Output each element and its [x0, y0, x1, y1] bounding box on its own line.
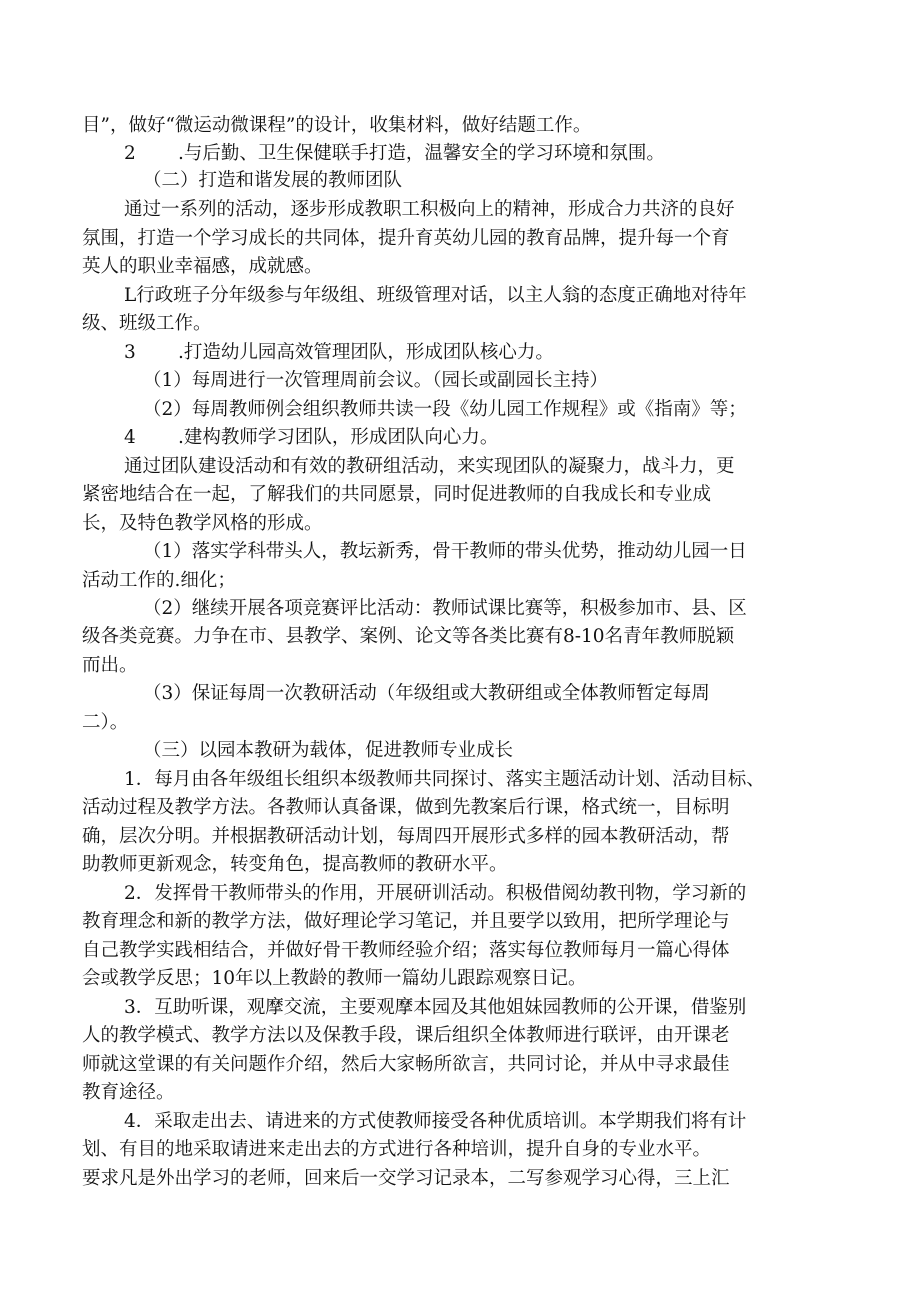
text-line: 通过团队建设活动和有效的教研组活动，来实现团队的凝聚力，战斗力，更	[124, 456, 735, 477]
text-line: （2）每周教师例会组织教师共读一段《幼儿园工作规程》或《指南》等；	[143, 399, 747, 420]
text-line: 而出。	[82, 655, 138, 676]
list-number: 4	[124, 427, 136, 448]
text-line: 3．互助听课，观摩交流，主要观摩本园及其他姐妹园教师的公开课，借鉴别	[124, 997, 747, 1018]
text-line: （1）每周进行一次管理周前会议。（园长或副园长主持）	[143, 370, 609, 391]
text-line: 活动工作的.细化；	[82, 570, 236, 591]
list-text: .建构教师学习团队，形成团队向心力。	[178, 427, 499, 448]
text-line: 氛围，打造一个学习成长的共同体，提升育英幼儿园的教育品牌，提升每一个育	[82, 228, 730, 249]
text-line: 确，层次分明。并根据教研活动计划，每周四开展形式多样的园本教研活动，帮	[82, 826, 730, 847]
text-line: 紧密地结合在一起，了解我们的共同愿景，同时促进教师的自我成长和专业成	[82, 484, 712, 505]
text-line: 英人的职业幸福感，成就感。	[82, 256, 323, 277]
text-line: 2．发挥骨干教师带头的作用，开展研训活动。积极借阅幼教刊物，学习新的	[124, 883, 747, 904]
list-number: 2	[124, 143, 136, 164]
text-line: 助教师更新观念，转变角色，提高教师的教研水平。	[82, 854, 508, 875]
text-line: 4．采取走出去、请进来的方式使教师接受各种优质培训。本学期我们将有计	[124, 1111, 747, 1132]
text-line: （1）落实学科带头人，教坛新秀，骨干教师的带头优势，推动幼儿园一日	[143, 541, 747, 562]
section-heading: （二）打造和谐发展的教师团队	[143, 170, 403, 191]
text-line: 划、有目的地采取请进来走出去的方式进行各种培训，提升自身的专业水平。	[82, 1139, 712, 1160]
text-line: 教育理念和新的教学方法，做好理论学习笔记，并且要学以致用，把所学理论与	[82, 911, 730, 932]
text-line: 师就这堂课的有关问题作介绍，然后大家畅所欲言，共同讨论，并从中寻求最佳	[82, 1054, 730, 1075]
text-line: 级、班级工作。	[82, 313, 212, 334]
section-heading: （三）以园本教研为载体，促进教师专业成长	[143, 740, 514, 761]
numbered-line	[124, 141, 665, 167]
text-line: 二）。	[82, 712, 129, 733]
text-line: 教育途径。	[82, 1082, 175, 1103]
text-line: （2）继续开展各项竞赛评比活动：教师试课比赛等，积极参加市、县、区	[143, 598, 747, 619]
text-line: （3）保证每周一次教研活动（年级组或大教研组或全体教师暂定每周	[143, 683, 710, 704]
text-line: 自己教学实践相结合，并做好骨干教师经验介绍；落实每位教师每月一篇心得体	[82, 940, 730, 961]
text-line: 要求凡是外出学习的老师，回来后一交学习记录本，二写参观学习心得，三上汇	[82, 1168, 730, 1189]
text-line: 1．每月由各年级组长组织本级教师共同探讨、落实主题活动计划、活动目标、	[124, 769, 765, 790]
list-text: .打造幼儿园高效管理团队，形成团队核心力。	[178, 342, 554, 363]
list-text: .与后勤、卫生保健联手打造，温馨安全的学习环境和氛围。	[178, 143, 665, 164]
text-line: 人的教学模式、教学方法以及保教手段，课后组织全体教师进行联评，由开课老	[82, 1025, 730, 1046]
text-line: 会或教学反思；10年以上教龄的教师一篇幼儿跟踪观察日记。	[82, 968, 587, 989]
text-line: 通过一系列的活动，逐步形成教职工积极向上的精神，形成合力共济的良好	[124, 199, 735, 220]
numbered-line	[124, 340, 554, 366]
text-line: 长，及特色教学风格的形成。	[82, 513, 323, 534]
text-line: 活动过程及教学方法。各教师认真备课，做到先教案后行课，格式统一，目标明	[82, 797, 730, 818]
numbered-line	[124, 425, 498, 451]
text-line: L行政班子分年级参与年级组、班级管理对话，以主人翁的态度正确地对待年	[124, 285, 747, 306]
text-line: 目”，做好“微运动微课程”的设计，收集材料，做好结题工作。	[82, 115, 592, 136]
list-number: 3	[124, 342, 136, 363]
text-line: 级各类竞赛。力争在市、县教学、案例、论文等各类比赛有8-10名青年教师脱颖	[82, 626, 735, 647]
